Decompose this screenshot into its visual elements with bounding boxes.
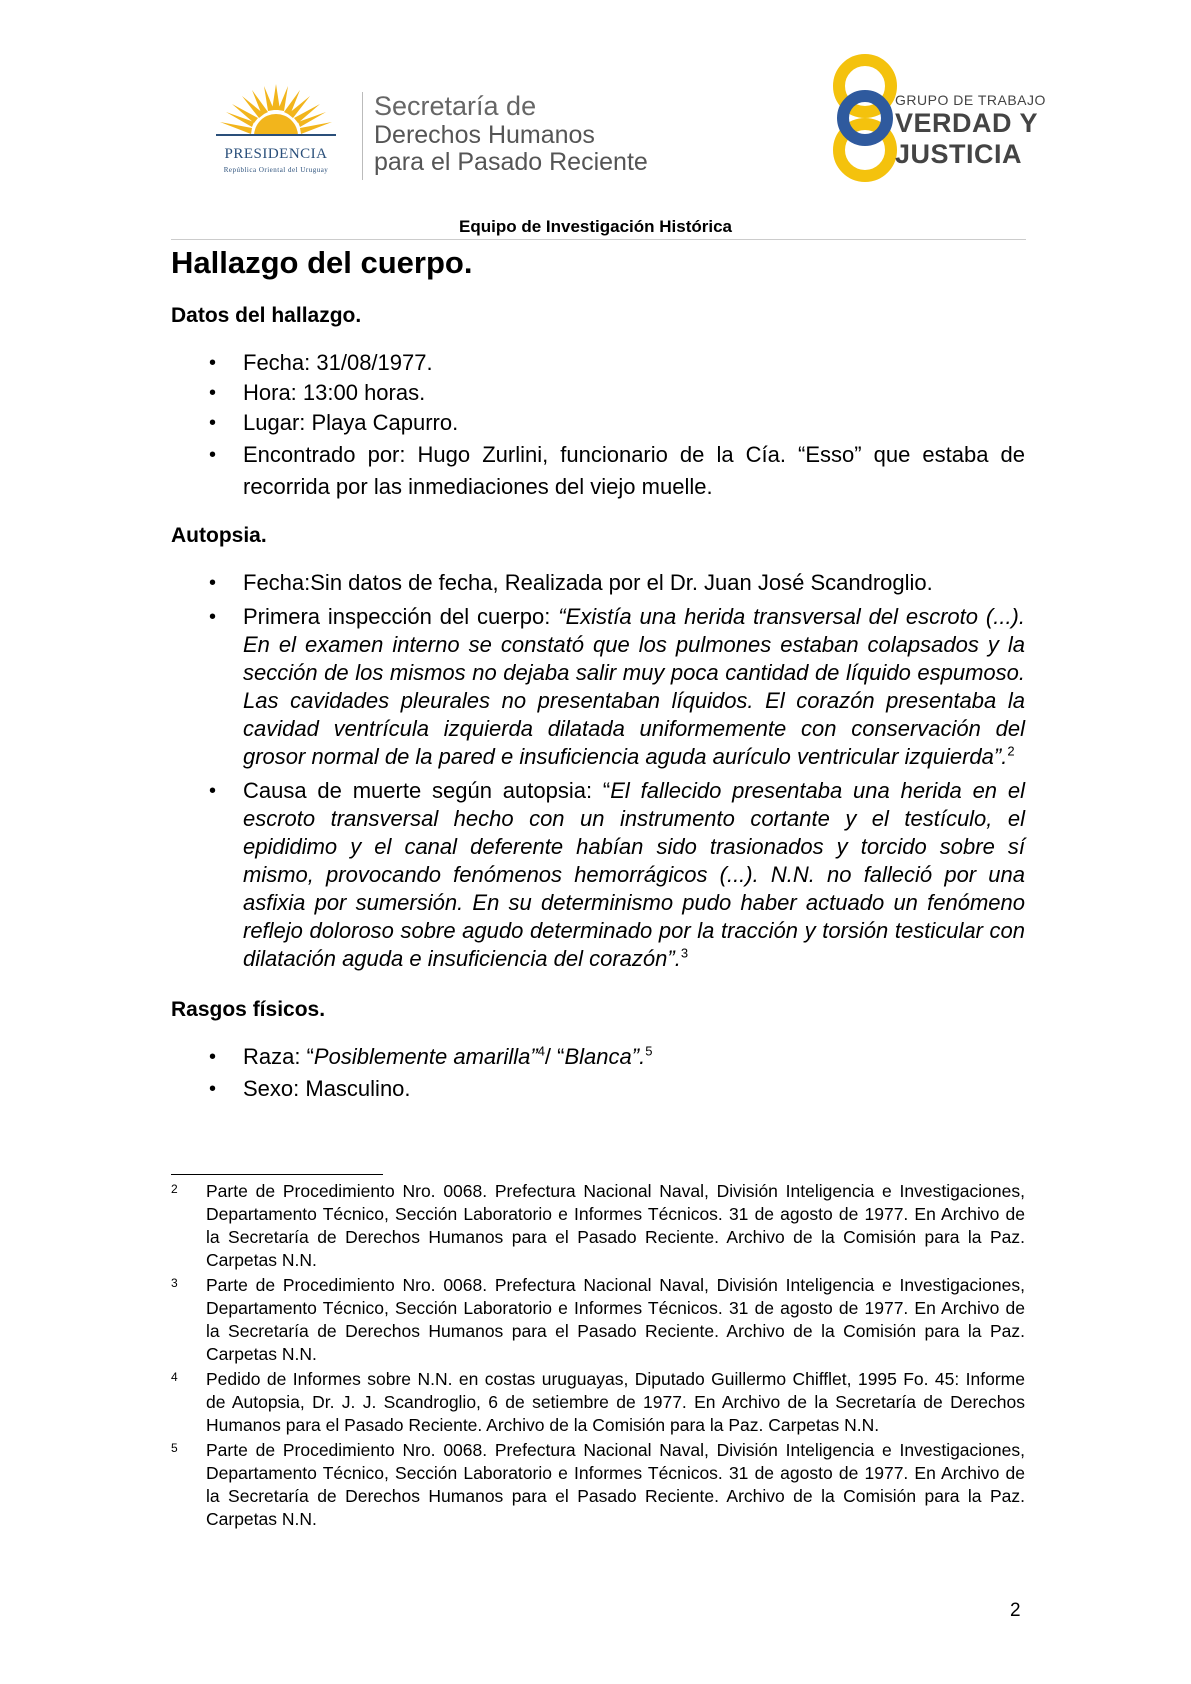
list-item: • Hora: 13:00 horas. [171, 379, 1025, 407]
list-item: • Sexo: Masculino. [171, 1075, 1025, 1103]
page-header [0, 0, 1191, 200]
presidencia-logo [196, 80, 356, 180]
footnote-text: Parte de Procedimiento Nro. 0068. Prefectura Nacional Naval, División Inteligencia e Investigaciones, Departamento Técnico, Sección Laboratorio e Informes Técnicos. 31 de agosto de 1977. En Archivo de la Secretaría de Derechos Humanos para el Pasado Reciente. Archivo de la Comisión para la Paz. Carpetas N.N. [206, 1440, 1025, 1529]
list-item: • Encontrado por: Hugo Zurlini, funcionario de la Cía. “Esso” que estaba de recorrida por las inmediaciones del viejo muelle. [171, 439, 1025, 503]
page-title: Hallazgo del cuerpo. [171, 245, 473, 280]
footnote-number: 5 [171, 1441, 178, 1455]
autopsia-quote: “Existía una herida transversal del escroto (...). En el examen interno se constató que los pulmones estaban colapsados y la sección de los mismos no dejaba salir muy poca cantidad de líquido espumoso. Las cavidades pleurales no presentaban líquidos. El corazón presentaba la cavidad ventrícula izquierda dilatada uniformemente con conservación del grosor normal de la pared e insuficiencia aguda aurículo ventricular izquierda”. [243, 604, 1025, 769]
header-divider [362, 92, 363, 180]
autopsia-list [171, 569, 1025, 973]
secretaria-line1: Secretaría de [374, 91, 537, 121]
main-content [171, 243, 1025, 1103]
header-rule [171, 239, 1026, 240]
footnote-number: 3 [171, 1276, 178, 1290]
footnote-number: 2 [171, 1182, 178, 1196]
footnote-ref: 2 [1007, 743, 1015, 759]
footnote [171, 1274, 1025, 1366]
footnote [171, 1368, 1025, 1437]
footnote-ref: 3 [680, 945, 689, 961]
secretaria-logo [374, 90, 648, 176]
presidencia-title: PRESIDENCIA [224, 146, 328, 162]
rasgos-list [171, 1043, 1025, 1103]
item-label: Causa de muerte según autopsia: “ [243, 778, 611, 803]
secretaria-line3: para el Pasado Reciente [374, 148, 648, 176]
footnote-rule [171, 1174, 383, 1175]
cause-quote: El fallecido presentaba una herida en el escroto transversal hecho con un instrumento cortante y el testículo, el epididimo y el canal deferente habían sido trasionados y torcido sobre sí mismo, provocando fenómenos hemorrágicos (...). N.N. no falleció por una asfixia por sumersión. En su determinismo pudo haber actuado un fenómeno reflejo doloroso sobre agudo determinado por la tracción y torsión testicular con dilatación aguda e insuficiencia del corazón”. [243, 778, 1025, 971]
hallazgo-heading: Datos del hallazgo. [171, 304, 362, 327]
hallazgo-list [171, 349, 1025, 503]
list-item: • Lugar: Playa Capurro. [171, 409, 1025, 437]
page-number: 2 [1010, 1600, 1021, 1621]
verdad-justicia-logo [895, 92, 1046, 170]
footnote-ref: 4 [537, 1043, 545, 1059]
autopsia-heading: Autopsia. [171, 524, 267, 547]
list-item: • Fecha: 31/08/1977. [171, 349, 1025, 377]
footnote-text: Pedido de Informes sobre N.N. en costas uruguayas, Diputado Guillermo Chifflet, 1995 Fo. 45: Informe de Autopsia, Dr. J. J. Scandroglio, 6 de setiembre de 1977. En Archivo de la Secretaría de Derechos Humanos para el Pasado Reciente. Archivo de la Comisión para la Paz. Carpetas N.N. [206, 1369, 1025, 1435]
footnote-text: Parte de Procedimiento Nro. 0068. Prefectura Nacional Naval, División Inteligencia e Investigaciones, Departamento Técnico, Sección Laboratorio e Informes Técnicos. 31 de agosto de 1977. En Archivo de la Secretaría de Derechos Humanos para el Pasado Reciente. Archivo de la Comisión para la Paz. Carpetas N.N. [206, 1275, 1025, 1364]
footnote-number: 4 [171, 1370, 178, 1384]
raza-label: Raza: “ [243, 1044, 314, 1069]
footnotes [171, 1180, 1025, 1533]
raza-separator: / “ [544, 1044, 565, 1069]
list-item [171, 777, 1025, 973]
footnote [171, 1180, 1025, 1272]
footnote-text: Parte de Procedimiento Nro. 0068. Prefectura Nacional Naval, División Inteligencia e Investigaciones, Departamento Técnico, Sección Laboratorio e Informes Técnicos. 31 de agosto de 1977. En Archivo de la Secretaría de Derechos Humanos para el Pasado Reciente. Archivo de la Comisión para la Paz. Carpetas N.N. [206, 1181, 1025, 1270]
footnote-ref: 5 [645, 1043, 653, 1059]
gt-line3: JUSTICIA [895, 139, 1023, 169]
raza-quote-2: Blanca”. [564, 1044, 646, 1069]
gt-line2: VERDAD Y [895, 108, 1039, 138]
presidencia-subtitle: República Oriental del Uruguay [223, 166, 329, 174]
footnote [171, 1439, 1025, 1531]
list-item: • Fecha:Sin datos de fecha, Realizada por el Dr. Juan José Scandroglio. [171, 569, 1025, 597]
secretaria-line2: Derechos Humanos [374, 121, 595, 149]
sun-icon [196, 80, 356, 146]
raza-quote-1: Posiblemente amarilla” [313, 1044, 538, 1069]
team-heading: Equipo de Investigación Histórica [459, 217, 732, 236]
list-item [171, 603, 1025, 771]
gt-line1: GRUPO DE TRABAJO [895, 92, 1046, 108]
list-item [171, 1043, 1025, 1071]
item-label: Primera inspección del cuerpo: [243, 604, 559, 629]
rasgos-heading: Rasgos físicos. [171, 998, 326, 1021]
